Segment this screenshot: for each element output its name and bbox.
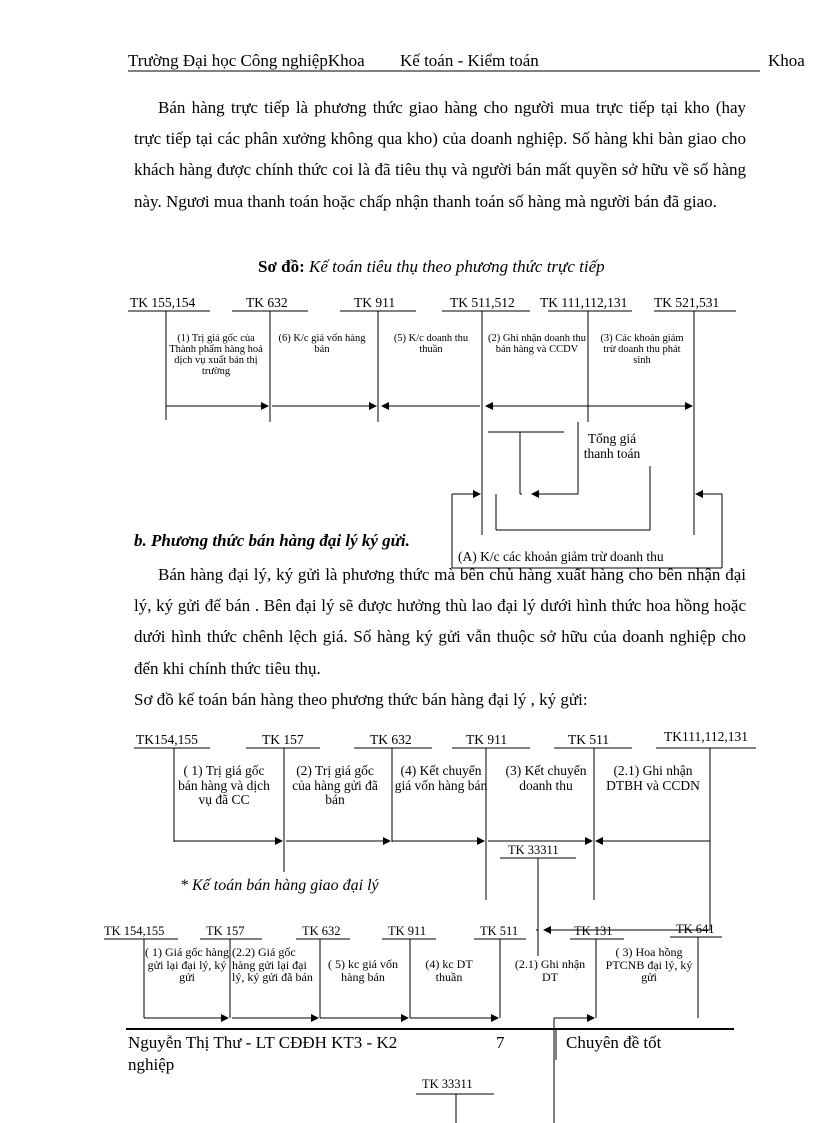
- d2-account: TK 632: [370, 732, 412, 747]
- paragraph-agency-sale: Bán hàng đại lý, ký gửi là phương thức mà bên chủ hàng xuất hàng cho bên nhận đại lý, ký gửi để bán . Bên đại lý sẽ được hưởng thù lao đại lý dưới hình thức hoa hồng hoặc dưới hình thức chênh lệch giá. Số hàng ký gửi vẫn thuộc sở hữu của doanh nghiệp cho đến khi chính thức tiêu thụ.: [134, 565, 746, 678]
- d3-account: TK 511: [480, 924, 519, 938]
- d3-account: TK 157: [206, 924, 245, 938]
- d1-account: TK 632: [246, 295, 288, 310]
- d1-note: (6) K/c giá vốn hàng bán: [278, 333, 366, 355]
- d1-note: (5) K/c doanh thu thuần: [393, 333, 469, 355]
- d3-note: ( 3) Hoa hồng PTCNB đại lý, ký gửi: [605, 945, 693, 984]
- diagram2-title: Sơ đồ kế toán bán hàng theo phương thức bán hàng đại lý , ký gửi:: [134, 690, 588, 709]
- d1-note: (1) Trị giá gốc của Thành phẩm hàng hoá dịch vụ xuất bán thị trường: [169, 333, 263, 377]
- d2-note: (3) Kết chuyển doanh thu: [505, 763, 587, 793]
- footer-author: Nguyễn Thị Thư - LT CĐĐH KT3 - K2: [128, 1033, 398, 1052]
- header-dept: Kế toán - Kiểm toán: [400, 51, 539, 70]
- d1-account: TK 911: [354, 295, 396, 310]
- footer-right: Chuyên đề tốt: [566, 1033, 662, 1052]
- d1-bottom-label: (A) K/c các khoản giảm trừ doanh thu: [458, 549, 664, 564]
- d2-note: (2) Trị giá gốc của hàng gửi đã bán: [292, 763, 378, 807]
- d1-account: TK 511,512: [450, 295, 515, 310]
- d3-note: ( 5) kc giá vốn hàng bán: [328, 957, 398, 984]
- d1-account: TK 521,531: [654, 295, 720, 310]
- d2-note: (2.1) Ghi nhận DTBH và CCDN: [606, 763, 700, 793]
- d1-total: Tổng giá thanh toán: [583, 431, 641, 461]
- d1-note: (3) Các khoản giảm trừ doanh thu phát sinh: [600, 333, 684, 366]
- header-school: Trường Đại học Công nghiệpKhoa: [128, 51, 365, 70]
- d3-account: TK 911: [388, 924, 427, 938]
- d2-account: TK 911: [466, 732, 508, 747]
- d3-account: TK 131: [574, 924, 613, 938]
- subsection-heading: * Kế toán bán hàng giao đại lý: [180, 877, 379, 894]
- header-right: Khoa: [768, 51, 805, 70]
- d2-account: TK 511: [568, 732, 610, 747]
- d3-account: TK 632: [302, 924, 341, 938]
- section-b-heading: b. Phương thức bán hàng đại lý ký gửi.: [134, 531, 410, 550]
- d1-account: TK 155,154: [130, 295, 196, 310]
- d1-account: TK 111,112,131: [540, 295, 628, 310]
- paragraph-direct-sale: Bán hàng trực tiếp là phương thức giao hàng cho người mua trực tiếp tại kho (hay trực tiếp tại các phân xưởng không qua kho) của doanh nghiệp. Số hàng khi bàn giao cho khách hàng được chính thức coi là đã tiêu thụ và người bán mất quyền sở hữu về số hàng này. Ngươi mua thanh toán hoặc chấp nhận thanh toán số hàng mà người bán đã giao.: [134, 98, 746, 211]
- footer-vat-account: TK 33311: [422, 1077, 473, 1091]
- d3-note: (4) kc DT thuần: [425, 957, 473, 984]
- d2-account: TK 157: [262, 732, 304, 747]
- d1-note: (2) Ghi nhận doanh thu bán hàng và CCDV: [488, 333, 586, 355]
- d2-note: (4) Kết chuyển giá vốn hàng bán: [394, 763, 488, 793]
- d2-note: ( 1) Trị giá gốc bán hàng và dịch vụ đã CC: [178, 763, 270, 807]
- d2-account: TK111,112,131: [664, 729, 748, 744]
- d2-vat-account: TK 33311: [508, 843, 559, 857]
- diagram1-title: Sơ đồ: Kế toán tiêu thụ theo phương thức trực tiếp: [258, 257, 605, 276]
- d3-note: (2.2) Giá gốc hàng gửi lại đại lý, ký gửi đã bán: [232, 945, 313, 984]
- d3-note: ( 1) Giá gốc hàng gửi lại đại lý, ký gửi: [145, 945, 229, 984]
- footer-page-number: 7: [496, 1033, 505, 1052]
- footer-author-wrap: nghiệp: [128, 1055, 175, 1074]
- d2-account: TK154,155: [136, 732, 198, 747]
- d3-note: (2.1) Ghi nhận DT: [514, 957, 586, 984]
- d3-account: TK 154,155: [104, 924, 165, 938]
- d3-account: TK 641: [676, 922, 715, 936]
